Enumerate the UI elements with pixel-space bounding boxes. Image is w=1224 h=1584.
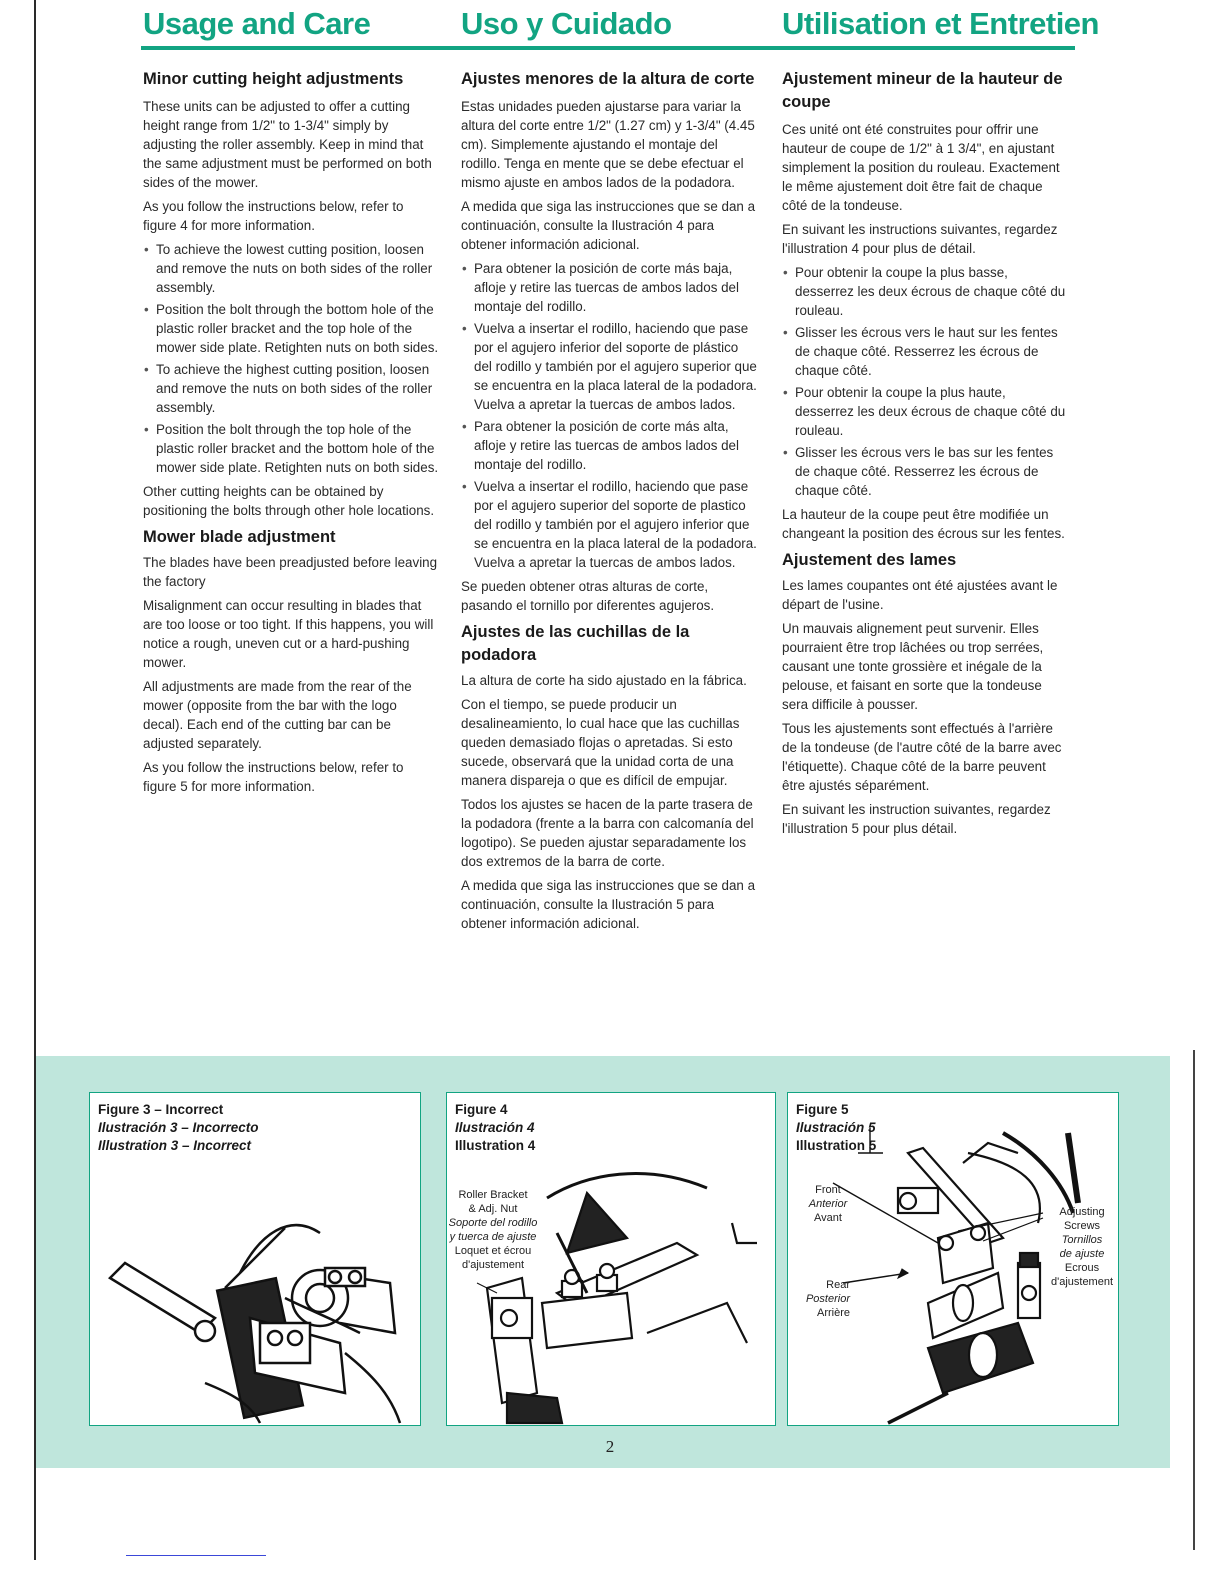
en-blade-heading: Mower blade adjustment (143, 528, 336, 546)
en-paragraph: As you follow the instructions below, refer to figure 5 for more information. (143, 760, 404, 794)
es-bullet-list (461, 259, 757, 572)
fr-paragraph: Les lames coupantes ont été ajustées avant le départ de l'usine. (782, 578, 1058, 612)
es-paragraph: Se pueden obtener otras alturas de corte, pasando el tornillo por diferentes agujeros. (461, 579, 715, 613)
figure-3 (89, 1092, 421, 1426)
es-paragraph: Con el tiempo, se puede producir un desalineamiento, lo cual hace que las cuchillas queden demasiado flojas o apretadas. Si esto sucede, observará que la unidad corta de una manera dispareja o que es difícil de empujar. (461, 697, 740, 788)
figure-5-adjusting-screws-label (1042, 1205, 1122, 1289)
column-english (143, 64, 439, 801)
figure-5-rear-en: Rear (826, 1279, 850, 1291)
figure-3-caption-fr: Illustration 3 – Incorrect (98, 1138, 252, 1153)
figure-5-front-fr: Avant (814, 1212, 842, 1224)
en-bullet: • Position the bolt through the bottom hole of the plastic roller bracket and the top hole of the mower side plate. Retighten nuts on both sides. (143, 300, 439, 357)
es-bullet: • Para obtener la posición de corte más alta, afloje y retire las tuercas de ambos lados del montaje del rodillo. (461, 417, 757, 474)
figure-4-label-es-2: y tuerca de ajuste (449, 1231, 537, 1243)
figure-3-caption-en: Figure 3 – Incorrect (98, 1102, 224, 1117)
fr-paragraph: En suivant les instruction suivantes, regardez l'illustration 5 pour plus détail. (782, 802, 1051, 836)
fr-bullet: • Glisser les écrous vers le haut sur les fentes de chaque côté. Resserrez les écrous de chaque côté. (782, 323, 1066, 380)
figure-5-caption-en: Figure 5 (796, 1102, 849, 1117)
es-bullet: • Vuelva a insertar el rodillo, haciendo que pase por el agujero superior del soporte de plastico del rodillo y también por el agujero inferior que se encuentra en la placa lateral de la podadora. Vuelva a apretar la tuercas de ambos lados. (461, 477, 757, 572)
fr-blade-heading: Ajustement des lames (782, 551, 957, 569)
fr-bullet: • Pour obtenir la coupe la plus basse, desserrez les deux écrous de chaque côté du rouleau. (782, 263, 1066, 320)
figure-5-screws-es-1: Tornillos (1061, 1234, 1103, 1246)
figure-4-label-fr-1: Loquet et écrou (454, 1245, 532, 1257)
figure-4-caption-fr: Illustration 4 (455, 1138, 536, 1153)
figure-4-label-en-1: Roller Bracket (458, 1189, 528, 1201)
figure-5-screws-es-2: de ajuste (1059, 1248, 1105, 1260)
figure-4-caption-en: Figure 4 (455, 1102, 508, 1117)
figure-5-screws-en-2: Screws (1063, 1220, 1101, 1232)
fr-paragraph: Ces unité ont été construites pour offrir une hauteur de coupe de 1/2" à 1 3/4", en ajustant simplement la position du rouleau. Exactement le même ajustement doit être fait de chaque côté de la tondeuse. (782, 122, 1060, 213)
heading-usage-and-care: Usage and Care (143, 6, 371, 41)
figure-5-rear-fr: Arrière (816, 1307, 850, 1319)
heading-uso-y-cuidado: Uso y Cuidado (461, 6, 672, 41)
fr-bullet-list (782, 263, 1066, 500)
column-spanish (461, 64, 757, 938)
en-paragraph: All adjustments are made from the rear of the mower (opposite from the bar with the logo decal). Each end of the cutting bar can be adjusted separately. (143, 679, 412, 751)
es-paragraph: La altura de corte ha sido ajustado en la fábrica. (461, 673, 747, 688)
figure-5-front-label (798, 1183, 858, 1225)
es-bullet: • Para obtener la posición de corte más baja, afloje y retire las tuercas de ambos lados del montaje del rodillo. (461, 259, 757, 316)
fr-paragraph: Tous les ajustements sont effectués à l'arrière de la tondeuse (de l'autre côté de la barre avec l'étiquette). Chaque côté de la barre peuvent être ajustés séparément. (782, 721, 1062, 793)
heading-rule (141, 46, 1075, 50)
figure-5-front-es: Anterior (808, 1198, 848, 1210)
es-bullet: • Vuelva a insertar el rodillo, haciendo que pase por el agujero inferior del soporte de plástico del rodillo y también por el agujero superior que se encuentra en la placa lateral de la podadora. Vuelva a apretar la tuercas de ambos lados. (461, 319, 757, 414)
page-number: 2 (605, 1437, 615, 1456)
figure-4-roller-bracket-label (447, 1188, 539, 1272)
figure-4-label-fr-2: d'ajustement (461, 1259, 525, 1271)
es-blade-heading: Ajustes de las cuchillas de la podadora (461, 623, 690, 664)
en-bullet: • To achieve the highest cutting position, loosen and remove the nuts on both sides of the roller assembly. (143, 360, 439, 417)
en-paragraph: As you follow the instructions below, refer to figure 4 for more information. (143, 199, 404, 233)
fr-paragraph: La hauteur de la coupe peut être modifiée un changeant la position des écrous sur les fentes. (782, 507, 1065, 541)
es-paragraph: A medida que siga las instrucciones que se dan a continuación, consulte la Ilustración 5 para obtener información adicional. (461, 878, 756, 931)
figure-5-caption-es: Ilustración 5 (796, 1120, 876, 1135)
figure-5-screws-en-1: Adjusting (1059, 1206, 1105, 1218)
figure-5-front-en: Front (815, 1184, 841, 1196)
column-french (782, 64, 1066, 843)
en-paragraph: These units can be adjusted to offer a cutting height range from 1/2" to 1-3/4" simply by adjusting the roller assembly. Keep in mind that the same adjustment must be performed on both sides of the mower. (143, 99, 432, 190)
es-minor-heading: Ajustes menores de la altura de corte (461, 70, 755, 88)
figure-5-screws-fr-1: Ecrous (1064, 1262, 1100, 1274)
en-paragraph: Misalignment can occur resulting in blades that are too loose or too tight. If this happens, you will notice a rough, uneven cut or a hard-pushing mower. (143, 598, 434, 670)
figure-4-label-es-1: Soporte del rodillo (448, 1217, 538, 1229)
figure-3-caption-es: Ilustración 3 – Incorrecto (98, 1120, 259, 1135)
figure-5-caption-fr: Illustration 5 (796, 1138, 877, 1153)
figure-5-rear-es: Posterior (805, 1293, 850, 1305)
en-bullet-list (143, 240, 439, 477)
figure-5-rear-label (788, 1278, 850, 1320)
es-paragraph: Estas unidades pueden ajustarse para variar la altura del corte entre 1/2" (1.27 cm) y 1-3/4" (4.45 cm). Simplemente ajustando el montaje del rodillo. Tenga en mente que se debe efectuar el mismo ajuste en ambos lados de la podadora. (461, 99, 755, 190)
bottom-link-underline (126, 1555, 266, 1556)
en-paragraph: Other cutting heights can be obtained by positioning the bolts through other hole locations. (143, 484, 435, 518)
right-margin-rule (1193, 1050, 1195, 1550)
figure-5 (787, 1092, 1119, 1426)
en-minor-heading: Minor cutting height adjustments (143, 70, 404, 88)
fr-minor-heading: Ajustement mineur de la hauteur de coupe (782, 70, 1063, 111)
figure-4 (446, 1092, 776, 1426)
fr-paragraph: Un mauvais alignement peut survenir. Elles pourraient être trop lâchées ou trop serrées, causant une tonte grossière et inégale de la pelouse, et faisant en sorte que la tondeuse sera difficile à pousser. (782, 621, 1044, 712)
fr-bullet: • Pour obtenir la coupe la plus haute, desserrez les deux écrous de chaque côté du rouleau. (782, 383, 1066, 440)
en-paragraph: The blades have been preadjusted before leaving the factory (143, 555, 438, 589)
es-paragraph: Todos los ajustes se hacen de la parte trasera de la podadora (frente a la barra con calcomanía del logotipo). Se pueden ajustar separadamente los dos extremos de la barra de corte. (461, 797, 754, 869)
figure-3-illustration (90, 1093, 420, 1425)
fr-paragraph: En suivant les instructions suivantes, regardez l'illustration 4 pour plus de détail. (782, 222, 1058, 256)
figure-5-screws-fr-2: d'ajustement (1050, 1276, 1114, 1288)
heading-utilisation-et-entretien: Utilisation et Entretien (782, 6, 1099, 41)
figure-4-label-en-2: & Adj. Nut (468, 1203, 518, 1215)
en-bullet: • To achieve the lowest cutting position, loosen and remove the nuts on both sides of the roller assembly. (143, 240, 439, 297)
es-paragraph: A medida que siga las instrucciones que se dan a continuación, consulte la Ilustración 4 para obtener información adicional. (461, 199, 756, 252)
fr-bullet: • Glisser les écrous vers le bas sur les fentes de chaque côté. Resserrez les écrous de chaque côté. (782, 443, 1066, 500)
figure-4-caption-es: Ilustración 4 (455, 1120, 535, 1135)
en-bullet: • Position the bolt through the top hole of the plastic roller bracket and the bottom hole of the mower side plate. Retighten nuts on both sides. (143, 420, 439, 477)
